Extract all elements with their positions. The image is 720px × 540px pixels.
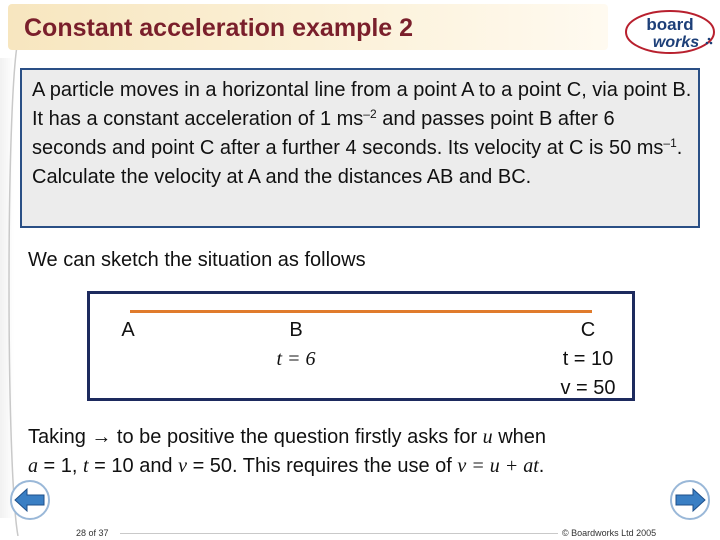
slide-title: Constant acceleration example 2 <box>24 14 414 42</box>
point-c-velocity: v = 50 <box>560 377 616 399</box>
right-arrow-icon: → <box>91 426 112 448</box>
taking-line-2 <box>28 452 698 481</box>
taking-text: . <box>538 455 545 477</box>
point-c-label <box>550 316 626 403</box>
logo-word-works: works <box>652 34 700 51</box>
taking-line-1 <box>28 423 698 452</box>
problem-text <box>32 76 694 192</box>
equation-suvat: v = u + at <box>457 455 539 477</box>
taking-text: to be positive the question firstly asks for <box>111 426 483 448</box>
point-a-name: A <box>121 319 135 341</box>
taking-text: = 50. This requires the use of <box>187 455 458 477</box>
copyright-notice: © Boardworks Ltd 2005 <box>562 528 657 538</box>
taking-text: = 1, <box>38 455 84 477</box>
point-b-label <box>266 316 326 374</box>
point-b-name: B <box>289 319 303 341</box>
point-a-label <box>116 316 140 345</box>
left-decorative-curve <box>2 40 22 536</box>
page-number: 28 of 37 <box>76 528 109 538</box>
problem-text-part1: A particle moves in a horizontal line from a point A to a point C, via point B. It has a constant acceleration of 1 ms <box>32 79 692 130</box>
point-c-name: C <box>580 319 596 341</box>
taking-text: Taking <box>28 426 92 448</box>
motion-track-line <box>130 310 592 313</box>
boardworks-logo <box>624 8 716 56</box>
symbol-v: v <box>178 455 188 477</box>
problem-text-part2: and passes point B after 6 seconds and point C after a further 4 seconds. Its velocity at C is 50 ms <box>32 108 664 159</box>
taking-explanation <box>28 423 698 481</box>
problem-text-part3: . Calculate the velocity at A and the distances AB and BC. <box>32 137 683 188</box>
logo-word-board: board <box>646 15 694 34</box>
point-b-time: t = 6 <box>276 348 316 370</box>
motion-diagram <box>87 291 635 401</box>
taking-text: = 10 and <box>88 455 179 477</box>
next-slide-button[interactable] <box>668 478 712 522</box>
problem-exponent-2: –1 <box>663 136 677 150</box>
taking-text: when <box>492 426 547 448</box>
problem-exponent-1: –2 <box>363 107 377 121</box>
title-band <box>8 4 608 50</box>
problem-statement-box <box>20 68 700 228</box>
footer-divider <box>120 533 558 534</box>
point-c-time: t = 10 <box>562 348 614 370</box>
previous-slide-button[interactable] <box>8 478 52 522</box>
symbol-u: u <box>482 426 493 448</box>
symbol-t: t <box>83 455 89 477</box>
sketch-intro-text: We can sketch the situation as follows <box>28 249 366 271</box>
symbol-a: a <box>28 455 38 477</box>
